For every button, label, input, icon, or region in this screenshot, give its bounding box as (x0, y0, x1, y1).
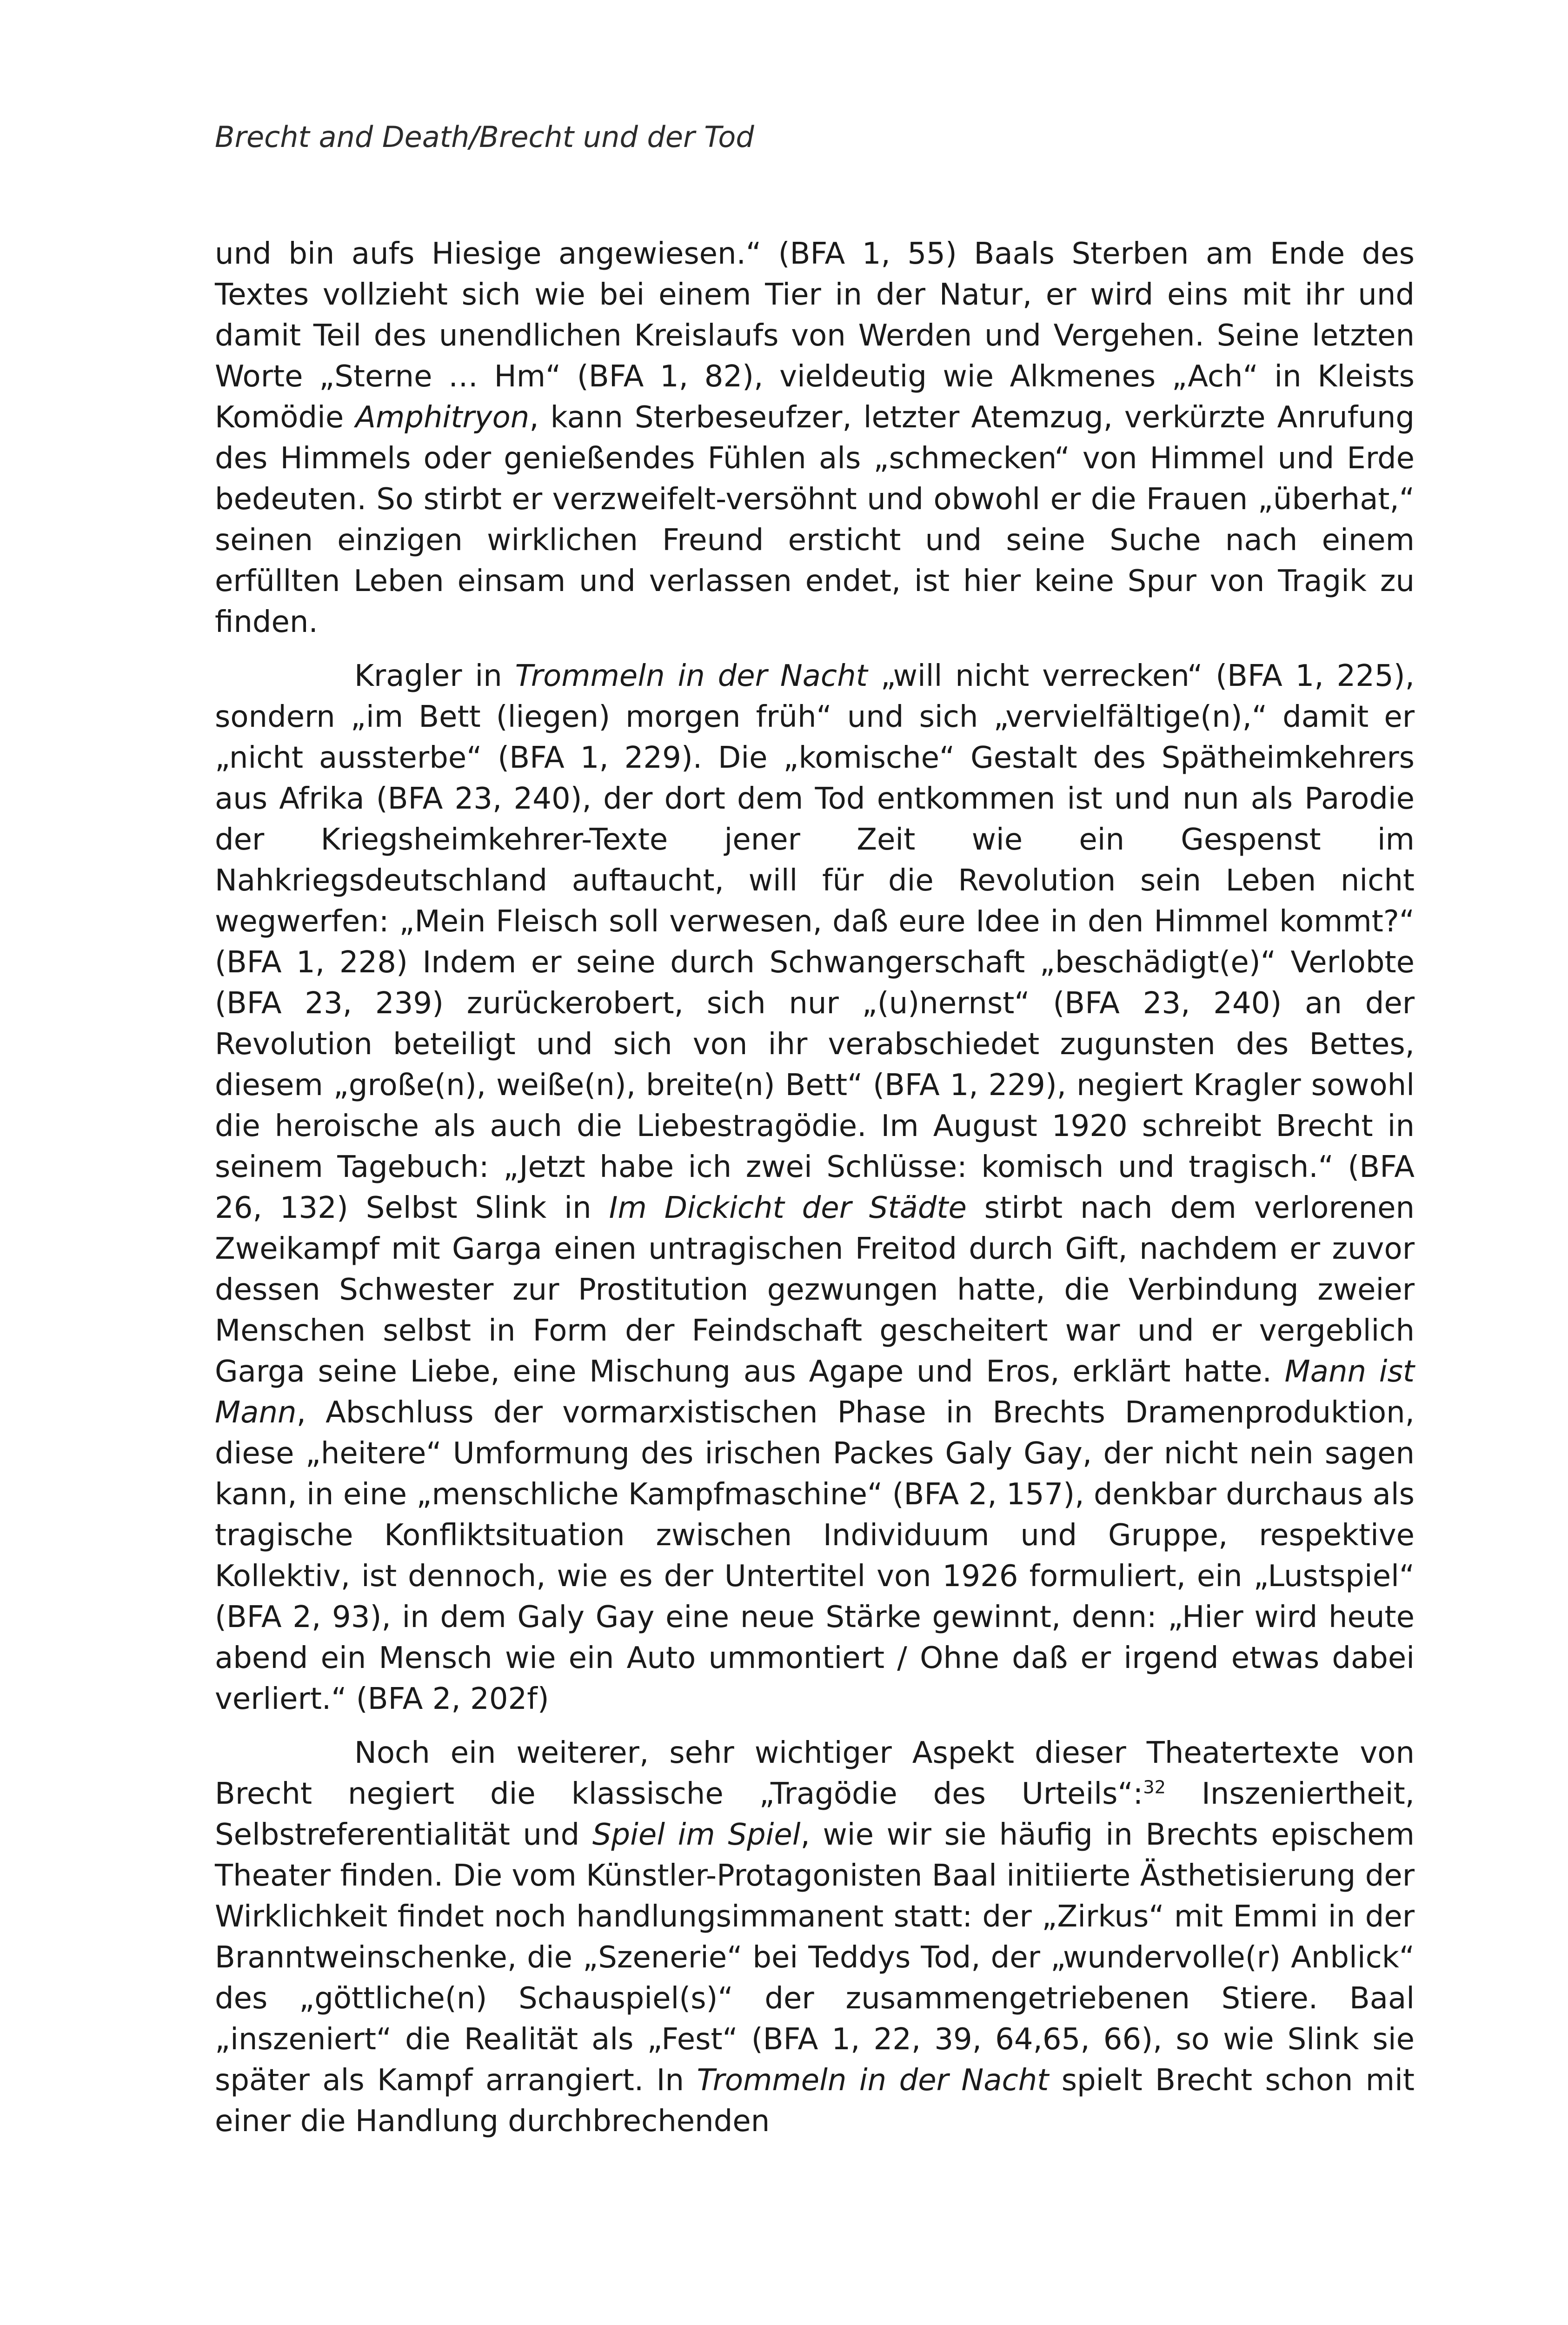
text-run: Kragler in (354, 659, 515, 693)
text-run: und bin aufs Hiesige angewiesen.“ (BFA 1, 55) Baals Sterben am Ende des Textes vollzieht sich wie bei einem Tier in der Natur, er wird eins mit ihr und damit Teil des unendlichen Kreislaufs von Werden und Vergehen. Seine letzten Worte „Sterne … Hm“ (BFA 1, 82), vieldeutig wie Alkmenes „Ach“ in Kleists Komödie (215, 237, 1415, 435)
text-run: Noch ein weiterer, sehr wichtiger Aspekt dieser Theatertexte von Brecht negiert die klassische „Tragödie des Urteils“: (215, 1736, 1415, 1811)
text-run: „will nicht verrecken“ (BFA 1, 225), sondern „im Bett (liegen) morgen früh“ und sich „vervielfältige(n),“ damit er „nicht aussterbe“ (BFA 1, 229). Die „komische“ Gestalt des Spätheimkehrers aus Afrika (BFA 23, 240), der dort dem Tod entkommen ist und nun als Parodie der Kriegsheimkehrer-Texte jener Zeit wie ein Gespenst im Nahkriegsdeutschland auftaucht, will für die Revolution sein Leben nicht wegwerfen: „Mein Fleisch soll verwesen, daß eure Idee in den Himmel kommt?“ (BFA 1, 228) Indem er seine durch Schwangerschaft „beschädigt(e)“ Verlobte (BFA 23, 239) zurückerobert, sich nur „(u)nernst“ (BFA 23, 240) an der Revolution beteiligt und sich von ihr verabschiedet zugunsten des Bettes, diesem „große(n), weiße(n), breite(n) Bett“ (BFA 1, 229), negiert Kragler sowohl die heroische als auch die Liebestragödie. Im August 1920 schreibt Brecht in seinem Tagebuch: „Jetzt habe ich zwei Schlüsse: komisch und tragisch.“ (BFA 26, 132) Selbst Slink in (215, 659, 1415, 1225)
paragraph (215, 233, 1415, 643)
text-run: , Abschluss der vormarxistischen Phase in Brechts Dramenproduktion, diese „heitere“ Umformung des irischen Packes Galy Gay, der nicht nein sagen kann, in eine „menschliche Kampfmaschine“ (BFA 2, 157), denkbar durchaus als tragische Konfliktsituation zwischen Individuum und Gruppe, respektive Kollektiv, ist dennoch, wie es der Untertitel von 1926 formuliert, ein „Lustspiel“ (BFA 2, 93), in dem Galy Gay eine neue Stärke gewinnt, denn: „Hier wird heute abend ein Mensch wie ein Auto ummontiert / Ohne daß er irgend etwas dabei verliert.“ (BFA 2, 202f) (215, 1395, 1415, 1716)
italic-title: Spiel im Spiel (592, 1818, 801, 1852)
paragraph (215, 656, 1415, 1720)
italic-title: Trommeln in der Nacht (515, 659, 868, 693)
text-run: spielt Brecht schon mit einer die Handlung durchbrechenden (215, 2063, 1415, 2139)
text-run: Inszeniertheit, Selbstreferentialität und (215, 1777, 1415, 1852)
text-run: , kann Sterbeseufzer, letzter Atemzug, verkürzte Anrufung des Himmels oder genießendes Fühlen als „schmecken“ von Himmel und Erde bedeuten. So stirbt er verzweifelt-versöhnt und obwohl er die Frauen „überhat,“ seinen einzigen wirklichen Freund ersticht und seine Suche nach einem erfüllten Leben einsam und verlassen endet, ist hier keine Spur von Tragik zu finden. (215, 400, 1415, 639)
italic-title: Trommeln in der Nacht (697, 2063, 1049, 2098)
paragraph (215, 1733, 1415, 2142)
text-run: , wie wir sie häufig in Brechts epischem Theater finden. Die vom Künstler-Protagonisten Baal initiierte Ästhetisierung der Wirklichkeit findet noch handlungsimmanent statt: der „Zirkus“ mit Emmi in der Branntweinschenke, die „Szenerie“ bei Teddys Tod, der „wundervolle(r) Anblick“ des „göttliche(n) Schauspiel(s)“ der zusammengetriebenen Stiere. Baal „inszeniert“ die Realität als „Fest“ (BFA 1, 22, 39, 64,65, 66), so wie Slink sie später als Kampf arrangiert. In (215, 1818, 1415, 2098)
italic-title: Mann ist Mann (215, 1355, 1415, 1430)
italic-title: Amphitryon (355, 400, 530, 435)
footnote-ref: 32 (1143, 1777, 1166, 1798)
body-text (215, 233, 1415, 2142)
text-run: stirbt nach dem verlorenen Zweikampf mit Garga einen untragischen Freitod durch Gift, nachdem er zuvor dessen Schwester zur Prostitution gezwungen hatte, die Verbindung zweier Menschen selbst in Form der Feindschaft gescheitert war und er vergeblich Garga seine Liebe, eine Mischung aus Agape und Eros, erklärt hatte. (215, 1191, 1415, 1389)
running-head: Brecht and Death/Brecht und der Tod (215, 120, 754, 154)
italic-title: Im Dickicht der Städte (609, 1191, 967, 1225)
